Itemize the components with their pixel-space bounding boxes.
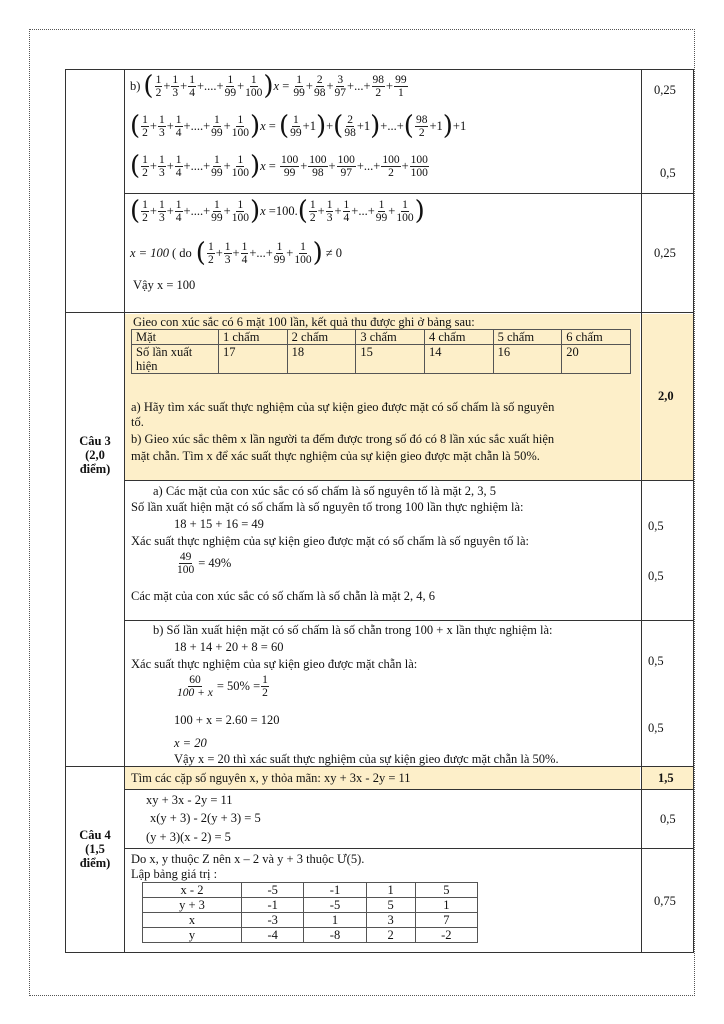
cau4-value-table: [142, 882, 478, 943]
cau3-answer-b-3: Xác suất thực nghiệm của sự kiện gieo được mặt chẵn là:: [131, 657, 418, 671]
score-b3: 0,25: [654, 246, 676, 260]
score-cau3-a2: 0,5: [648, 569, 664, 583]
cau3-answer-a-4: Xác suất thực nghiệm của sự kiện gieo được mặt có số chấm là số nguyên tố là:: [131, 534, 530, 548]
score-b1: 0,25: [654, 83, 676, 97]
score-b2: 0,5: [660, 166, 676, 180]
table-row: x - 2 -5 -1 1 5: [143, 883, 478, 898]
cau4-step-3: (y + 3)(x - 2) = 5: [146, 830, 231, 844]
cau3-result-table: [131, 329, 631, 374]
cau3-answer-b-1: b) Số lần xuất hiện mặt có số chấm là số chẵn trong 100 + x lần thực nghiệm là:: [153, 623, 553, 637]
cau3-answer-a-3: 18 + 15 + 16 = 49: [174, 517, 264, 531]
score-cau4-a: 0,5: [660, 812, 676, 826]
cau3-question-a-1: a) Hãy tìm xác suất thực nghiệm của sự kiện gieo được mặt có số chấm là số nguyên: [131, 400, 555, 414]
cau4-step-1: xy + 3x - 2y = 11: [146, 793, 233, 807]
score-cau3-b1: 0,5: [648, 654, 664, 668]
score-cau3-b2: 0,5: [648, 721, 664, 735]
cau3-intro: Gieo con xúc sắc có 6 mặt 100 lần, kết quả thu được ghi ở bảng sau:: [133, 315, 475, 329]
table-row: y -4 -8 2 -2: [143, 928, 478, 943]
cau3-answer-b-7: Vậy x = 20 thì xác suất thực nghiệm của sự kiện gieo được mặt chẵn là 50%.: [174, 752, 559, 766]
cau3-answer-b-4: $\frac{60}{100 + x}$ = 50% = $\frac{1}{2}$: [177, 674, 268, 699]
cau3-question-b-1: b) Gieo xúc sắc thêm x lần người ta đếm được trong số đó có 8 lần xúc sắc xuất hiện: [131, 432, 555, 446]
table-row: y + 3 -1 -5 5 1: [143, 898, 478, 913]
score-cau3-a1: 0,5: [648, 519, 664, 533]
cau3-question-b-2: mặt chẵn. Tìm x để xác suất thực nghiệm của sự kiện gieo được mặt chẵn là 50%.: [131, 449, 540, 463]
part-b-line5: x = 100 ( do ( $\frac{1}{2}$ + $\frac{1}{3}$ + $\frac{1}{4}$ +...+ $\frac{1}{99}$ + $\frac{1}{100}$ ) ≠ 0: [130, 238, 343, 268]
score-cau4-total: 1,5: [658, 771, 674, 785]
cau3-answer-a-6: Các mặt của con xúc sắc có số chấm là số chẵn là mặt 2, 4, 6: [131, 589, 436, 603]
cau4-step-2: x(y + 3) - 2(y + 3) = 5: [150, 811, 261, 825]
part-b-line4: ( $\frac{1}{2}$ + $\frac{1}{3}$ + $\frac{1}{4}$ +....+ $\frac{1}{99}$ + $\frac{1}{100}$ ) x =100. ( $\frac{1}{2}$ + $\frac{1}{3}$ + $\frac{1}{4}$ +...+ $\frac{1}{99}$ + $\frac{1}{100}$ ): [130, 196, 425, 226]
part-b-conclusion: Vậy x = 100: [133, 278, 196, 292]
cau3-answer-a-1: a) Các mặt của con xúc sắc có số chấm là số nguyên tố là mặt 2, 3, 5: [153, 484, 496, 498]
part-b-line3: ( $\frac{1}{2}$ + $\frac{1}{3}$ + $\frac{1}{4}$ +....+ $\frac{1}{99}$ + $\frac{1}{100}$ ) x = $\frac{100}{99}$ + $\frac{100}{98}$ + $\frac{100}{97}$ +...+ $\frac{100}{2}$ + $\frac{100}{100}$: [130, 151, 428, 181]
score-cau4-b: 0,75: [654, 894, 676, 908]
cau4-step-5: Lập bảng giá trị :: [131, 867, 218, 881]
cau3-question-a-2: tố.: [131, 415, 144, 429]
cau3-answer-b-5: 100 + x = 2.60 = 120: [174, 713, 280, 727]
cau4-step-4: Do x, y thuộc Z nên x – 2 và y + 3 thuộc Ư(5).: [131, 852, 365, 866]
cau4-label: Câu 4 (1,5 điểm): [79, 828, 111, 870]
cau4-question: Tìm các cặp số nguyên x, y thỏa mãn: xy + 3x - 2y = 11: [131, 771, 411, 785]
cau3-answer-a-2: Số lần xuất hiện mặt có số chấm là số nguyên tố trong 100 lần thực nghiệm là:: [131, 500, 524, 514]
table-row: Số lần xuất hiện 17 18 15 14 16 20: [132, 345, 631, 374]
cau3-answer-b-2: 18 + 14 + 20 + 8 = 60: [174, 640, 284, 654]
table-row: x -3 1 3 7: [143, 913, 478, 928]
part-b-line2: ( $\frac{1}{2}$ + $\frac{1}{3}$ + $\frac{1}{4}$ +....+ $\frac{1}{99}$ + $\frac{1}{100}$ ) x = ( $\frac{1}{99}$ +1 ) + ( $\frac{2}{98}$ +1 ) +...+ ( $\frac{98}{2}$ +1 ) +1: [130, 111, 467, 141]
table-row: Mặt 1 chấm 2 chấm 3 chấm 4 chấm 5 chấm 6 chấm: [132, 330, 631, 345]
score-cau3-total: 2,0: [658, 389, 674, 403]
cau3-answer-a-5: $\frac{49}{100}$ = 49%: [177, 551, 232, 576]
cau3-label: Câu 3 (2,0 điểm): [79, 434, 111, 476]
part-b-line1: b) ( $\frac{1}{2}$ + $\frac{1}{3}$ + $\frac{1}{4}$ +....+ $\frac{1}{99}$ + $\frac{1}{100}$ ) x = $\frac{1}{99}$ + $\frac{2}{98}$ + $\frac{3}{97}$ +...+ $\frac{98}{2}$ + $\frac{99}{1}$: [130, 71, 407, 101]
cau3-answer-b-6: x = 20: [174, 736, 207, 750]
